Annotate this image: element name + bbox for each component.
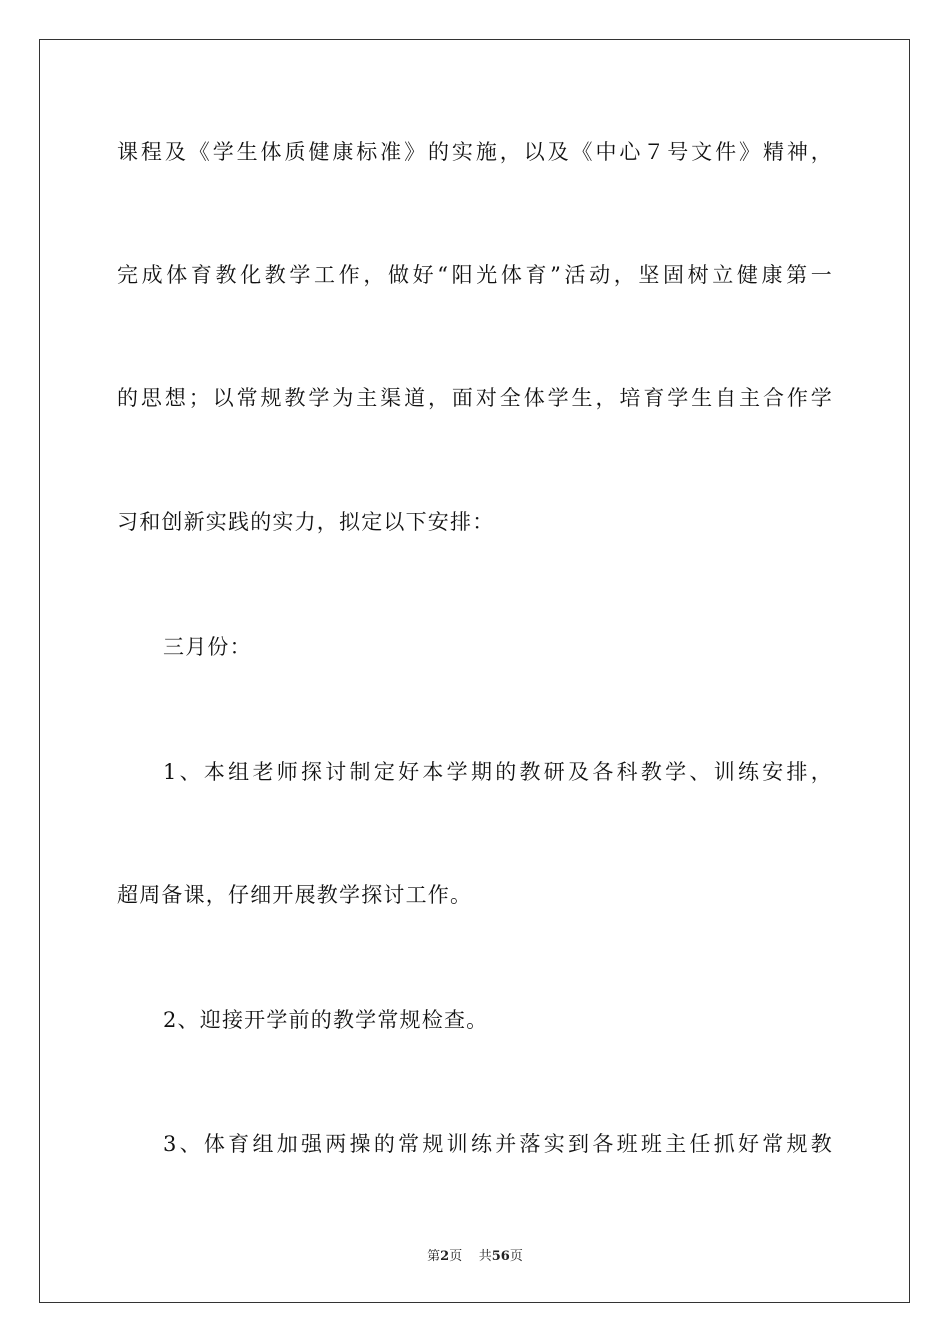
list-item-1-line-2: 超周备课，仔细开展教学探讨工作。 <box>117 883 473 907</box>
footer-total-pages: 56 <box>491 1249 510 1264</box>
list-item-1-line-1: 1、本组老师探讨制定好本学期的教研及各科教学、训练安排， <box>163 760 833 784</box>
footer-page-suffix: 页 <box>449 1249 463 1264</box>
page-border <box>39 39 910 1303</box>
body-line-1: 课程及《学生体质健康标准》的实施，以及《中心７号文件》精神， <box>117 140 833 164</box>
footer-total-prefix: 共 <box>478 1249 492 1264</box>
footer-total-suffix: 页 <box>509 1249 523 1264</box>
section-heading-march: 三月份： <box>163 635 252 659</box>
footer-page-prefix: 第 <box>427 1249 441 1264</box>
list-item-3-line-1: 3、体育组加强两操的常规训练并落实到各班班主任抓好常规教 <box>163 1132 833 1156</box>
page-footer <box>0 1248 950 1266</box>
footer-page-number: 2 <box>440 1249 450 1264</box>
body-line-2: 完成体育教化教学工作，做好“阳光体育”活动，坚固树立健康第一 <box>117 263 833 287</box>
list-item-2: 2、迎接开学前的教学常规检查。 <box>163 1008 489 1032</box>
body-line-3: 的思想；以常规教学为主渠道，面对全体学生，培育学生自主合作学 <box>117 386 833 410</box>
body-line-4: 习和创新实践的实力，拟定以下安排： <box>117 510 495 534</box>
